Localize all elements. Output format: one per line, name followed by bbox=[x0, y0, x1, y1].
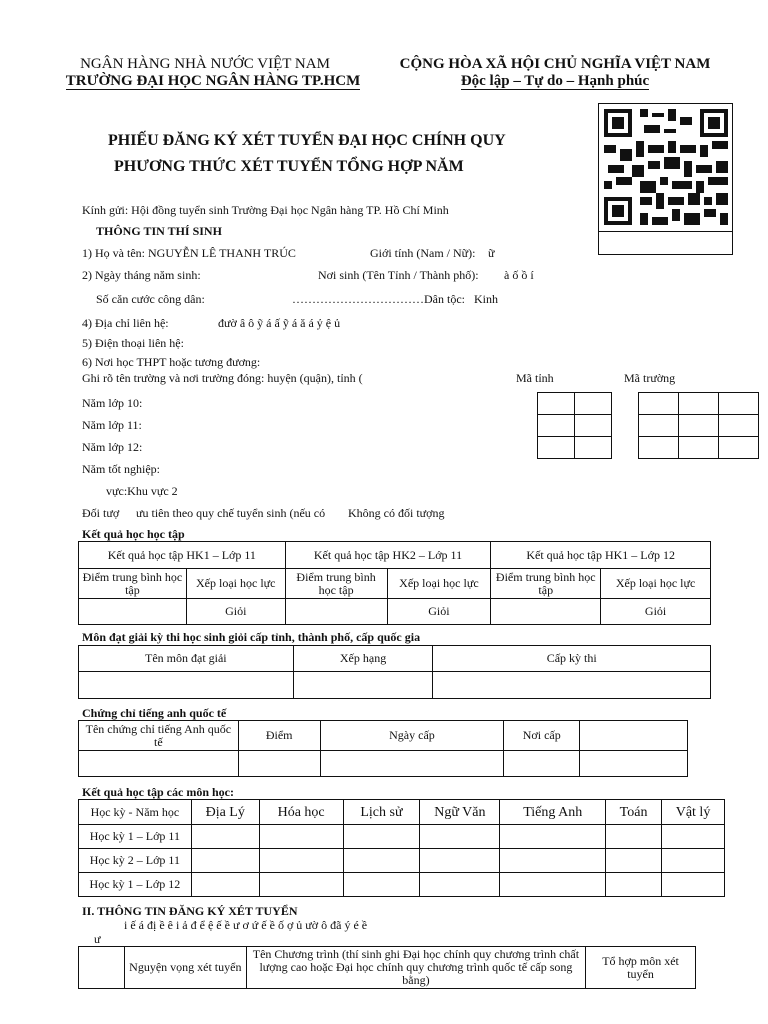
registration-col-index bbox=[79, 947, 125, 989]
subjects-cell[interactable] bbox=[191, 849, 259, 873]
subjects-col: Ngữ Văn bbox=[420, 800, 500, 825]
subjects-row-label: Học kỳ 1 – Lớp 11 bbox=[79, 825, 192, 849]
subjects-table bbox=[78, 799, 725, 897]
ethnic-value: Kinh bbox=[474, 292, 498, 306]
grade12-label: Năm lớp 12: bbox=[82, 440, 143, 454]
results-cell[interactable]: Giỏi bbox=[601, 599, 711, 625]
school-label: 6) Nơi học THPT hoặc tương đương: bbox=[82, 355, 261, 369]
school-note: Ghi rõ tên trường và nơi trường đóng: huyện (quận), tỉnh ( bbox=[82, 371, 363, 385]
subjects-heading: Kết quả học tập các môn học: bbox=[82, 785, 234, 799]
grid-cell[interactable] bbox=[639, 393, 679, 415]
grid-cell[interactable] bbox=[575, 437, 612, 459]
grad-year-label: Năm tốt nghiệp: bbox=[82, 462, 160, 476]
subjects-cell[interactable] bbox=[662, 873, 725, 897]
form-title-line2: PHƯƠNG THỨC XÉT TUYỂN TỔNG HỢP NĂM bbox=[114, 158, 464, 175]
subjects-cell[interactable] bbox=[500, 825, 606, 849]
results-table bbox=[78, 541, 711, 625]
grid-cell[interactable] bbox=[575, 393, 612, 415]
english-cell[interactable] bbox=[320, 751, 504, 777]
national-title: CỘNG HÒA XÃ HỘI CHỦ NGHĨA VIỆT NAM bbox=[399, 56, 711, 72]
subjects-cell[interactable] bbox=[191, 873, 259, 897]
results-cell[interactable] bbox=[491, 599, 601, 625]
phone-label: 5) Điện thoại liên hệ: bbox=[82, 336, 184, 350]
subjects-cell[interactable] bbox=[259, 825, 343, 849]
subjects-cell[interactable] bbox=[606, 849, 662, 873]
english-col-extra bbox=[580, 721, 688, 751]
registration-col-wish: Nguyện vọng xét tuyển bbox=[124, 947, 246, 989]
awards-col-level: Cấp kỳ thi bbox=[433, 646, 711, 672]
subjects-col-term: Học kỳ - Năm học bbox=[79, 800, 192, 825]
english-cell[interactable] bbox=[238, 751, 320, 777]
national-motto-text: Độc lập – Tự do – Hạnh phúc bbox=[460, 73, 650, 89]
subjects-cell[interactable] bbox=[662, 849, 725, 873]
subjects-cell[interactable] bbox=[420, 873, 500, 897]
grade10-label: Năm lớp 10: bbox=[82, 396, 143, 410]
results-cell[interactable]: Giỏi bbox=[387, 599, 491, 625]
birthplace-label: Nơi sinh (Tên Tỉnh / Thành phố): bbox=[318, 268, 479, 282]
province-code-grid bbox=[537, 392, 612, 459]
address-label: 4) Địa chỉ liên hệ: bbox=[82, 316, 169, 330]
results-cell[interactable]: Giỏi bbox=[186, 599, 285, 625]
section2-garbled-2: ư bbox=[94, 932, 101, 946]
english-col-date: Ngày cấp bbox=[320, 721, 504, 751]
subjects-cell[interactable] bbox=[662, 825, 725, 849]
qr-code-icon bbox=[604, 109, 728, 225]
awards-heading: Môn đạt giải kỳ thi học sinh giỏi cấp tỉnh, thành phố, cấp quốc gia bbox=[82, 630, 421, 644]
awards-cell[interactable] bbox=[293, 672, 433, 699]
birthplace-value: à ố ồ í bbox=[504, 268, 534, 282]
results-cell[interactable] bbox=[285, 599, 387, 625]
id-label: Số căn cước công dân: bbox=[96, 292, 205, 306]
registration-col-combo: Tổ hợp môn xét tuyển bbox=[586, 947, 696, 989]
subjects-cell[interactable] bbox=[191, 825, 259, 849]
results-col-avg: Điểm trung bình học tập bbox=[491, 569, 601, 599]
english-table bbox=[78, 720, 688, 777]
ethnic-label: Dân tộc: bbox=[424, 292, 465, 306]
grid-cell[interactable] bbox=[639, 437, 679, 459]
english-cell[interactable] bbox=[79, 751, 239, 777]
grid-cell[interactable] bbox=[679, 393, 719, 415]
priority-value: Không có đối tượng bbox=[348, 506, 445, 520]
province-code-label: Mã tỉnh bbox=[516, 371, 554, 385]
dob-label: 2) Ngày tháng năm sinh: bbox=[82, 268, 201, 282]
results-col-rank: Xếp loại học lực bbox=[601, 569, 711, 599]
english-cell[interactable] bbox=[580, 751, 688, 777]
qr-caption-box bbox=[599, 231, 732, 232]
school-code-grid bbox=[638, 392, 759, 459]
grid-cell[interactable] bbox=[719, 415, 759, 437]
school-code-label: Mã trường bbox=[624, 371, 676, 385]
subjects-row-label: Học kỳ 1 – Lớp 12 bbox=[79, 873, 192, 897]
results-col-rank: Xếp loại học lực bbox=[186, 569, 285, 599]
results-col-avg: Điểm trung bình học tập bbox=[285, 569, 387, 599]
subjects-cell[interactable] bbox=[343, 825, 420, 849]
subjects-cell[interactable] bbox=[500, 873, 606, 897]
section2-heading: II. THÔNG TIN ĐĂNG KÝ XÉT TUYỂN bbox=[82, 904, 298, 918]
results-heading: Kết quả học học tập bbox=[82, 527, 185, 541]
name-line: 1) Họ và tên: NGUYỄN LÊ THANH TRÚC bbox=[82, 246, 296, 260]
subjects-col: Vật lý bbox=[662, 800, 725, 825]
agency-name: NGÂN HÀNG NHÀ NƯỚC VIỆT NAM bbox=[80, 56, 330, 72]
priority-label-a: Đối tượ bbox=[82, 506, 120, 520]
grade11-label: Năm lớp 11: bbox=[82, 418, 142, 432]
area-label: vực:Khu vực 2 bbox=[106, 484, 178, 498]
subjects-cell[interactable] bbox=[259, 873, 343, 897]
results-col-rank: Xếp loại học lực bbox=[387, 569, 491, 599]
awards-col-subject: Tên môn đạt giải bbox=[79, 646, 294, 672]
recipient-line: Kính gửi: Hội đồng tuyển sinh Trường Đại học Ngân hàng TP. Hồ Chí Minh bbox=[82, 203, 449, 217]
university-name bbox=[58, 73, 368, 90]
subjects-cell[interactable] bbox=[420, 849, 500, 873]
subjects-col: Lịch sử bbox=[343, 800, 420, 825]
national-motto bbox=[390, 73, 720, 90]
english-cell[interactable] bbox=[504, 751, 580, 777]
subjects-row-label: Học kỳ 2 – Lớp 11 bbox=[79, 849, 192, 873]
subjects-cell[interactable] bbox=[500, 849, 606, 873]
subjects-cell[interactable] bbox=[420, 825, 500, 849]
address-value: đườ â ô ỹ á ấ ỹ á ă á ỷ ệ ủ bbox=[218, 316, 341, 330]
section1-heading: THÔNG TIN THÍ SINH bbox=[96, 224, 222, 238]
qr-code-box bbox=[598, 103, 733, 255]
awards-cell[interactable] bbox=[433, 672, 711, 699]
gender-value: ữ bbox=[488, 246, 495, 260]
grid-cell[interactable] bbox=[719, 437, 759, 459]
grid-cell[interactable] bbox=[639, 415, 679, 437]
grid-cell[interactable] bbox=[679, 415, 719, 437]
subjects-col: Tiếng Anh bbox=[500, 800, 606, 825]
registration-col-program: Tên Chương trình (thí sinh ghi Đại học chính quy chương trình chất lượng cao hoặc Đại học chính quy chương trình quốc tế cấp song bằng) bbox=[246, 947, 585, 989]
priority-label-b: ưu tiên theo quy chế tuyển sinh (nếu có bbox=[136, 506, 326, 520]
results-group-header: Kết quả học tập HK1 – Lớp 11 bbox=[79, 542, 286, 569]
english-col-place: Nơi cấp bbox=[504, 721, 580, 751]
subjects-cell[interactable] bbox=[259, 849, 343, 873]
section2-garbled: i ế á đị ề ê i ả đ ể ệ ế ề ư ơ ứ ế ề ố ợ ủ ườ ô đã ý é ề bbox=[124, 918, 368, 932]
results-group-header: Kết quả học tập HK1 – Lớp 12 bbox=[491, 542, 711, 569]
registration-table bbox=[78, 946, 696, 989]
english-heading: Chứng chỉ tiếng anh quốc tế bbox=[82, 706, 227, 720]
grid-cell[interactable] bbox=[538, 437, 575, 459]
english-col-name: Tên chứng chỉ tiếng Anh quốc tế bbox=[79, 721, 239, 751]
grid-cell[interactable] bbox=[575, 415, 612, 437]
awards-table bbox=[78, 645, 711, 699]
results-col-avg: Điểm trung bình học tập bbox=[79, 569, 187, 599]
subjects-cell[interactable] bbox=[343, 849, 420, 873]
id-dots: …………………………… bbox=[292, 292, 424, 306]
english-col-score: Điểm bbox=[238, 721, 320, 751]
form-title-line1: PHIẾU ĐĂNG KÝ XÉT TUYỂN ĐẠI HỌC CHÍNH QUY bbox=[108, 132, 506, 149]
subjects-col: Địa Lý bbox=[191, 800, 259, 825]
grid-cell[interactable] bbox=[679, 437, 719, 459]
subjects-cell[interactable] bbox=[606, 873, 662, 897]
awards-cell[interactable] bbox=[79, 672, 294, 699]
results-group-header: Kết quả học tập HK2 – Lớp 11 bbox=[285, 542, 491, 569]
subjects-col: Toán bbox=[606, 800, 662, 825]
grid-cell[interactable] bbox=[538, 393, 575, 415]
gender-label: Giới tính (Nam / Nữ): bbox=[370, 246, 476, 260]
results-cell[interactable] bbox=[79, 599, 187, 625]
subjects-cell[interactable] bbox=[606, 825, 662, 849]
awards-col-rank: Xếp hạng bbox=[293, 646, 433, 672]
university-name-text: TRƯỜNG ĐẠI HỌC NGÂN HÀNG TP.HCM bbox=[65, 73, 361, 89]
subjects-cell[interactable] bbox=[343, 873, 420, 897]
grid-cell[interactable] bbox=[719, 393, 759, 415]
grid-cell[interactable] bbox=[538, 415, 575, 437]
subjects-col: Hóa học bbox=[259, 800, 343, 825]
